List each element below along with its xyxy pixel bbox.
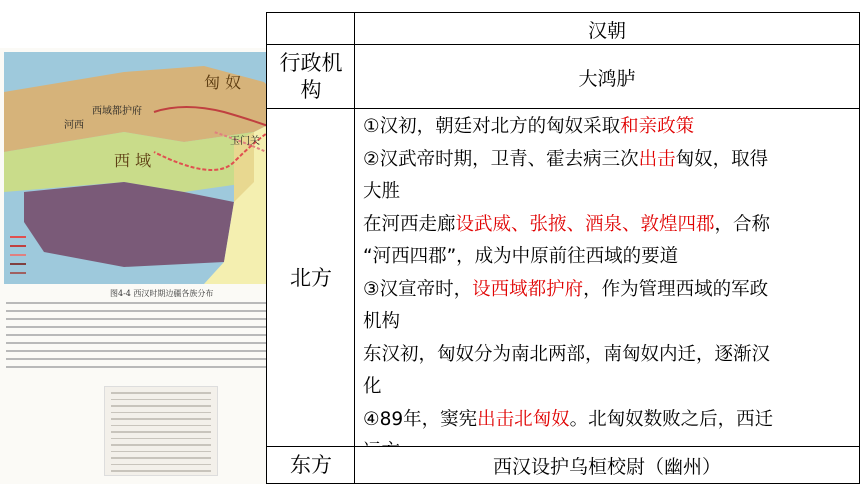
map-label-hexi: 河西 [64,120,84,131]
east-label: 东方 [266,446,356,484]
north-line [363,111,851,144]
admin-label: 行政机构 [266,44,356,110]
text-segment: 化 [363,376,382,397]
text-segment: 在河西走廊 [363,213,456,235]
table-header: 汉朝 [354,12,860,46]
text-segment: ①汉初，朝廷对北方的匈奴采取 [363,116,621,137]
highlight-text: 出击 [638,148,676,170]
north-line [363,209,851,242]
north-line [363,339,851,372]
highlight-text: 出击北匈奴 [477,408,570,430]
text-segment: “河西四郡”，成为中原前往西域的要道 [363,246,679,267]
textbook-thumbnail [104,386,218,476]
north-line [363,404,851,437]
han-dynasty-table [266,12,860,484]
highlight-text: 和亲政策 [620,116,695,137]
north-line [363,274,851,307]
north-line [363,144,851,177]
east-value: 西汉设护乌桓校尉（幽州） [354,446,860,484]
text-segment: 东汉初，匈奴分为南北两部，南匈奴内迁，逐渐汉 [363,343,771,365]
north-line [363,176,851,209]
north-line [363,306,851,339]
text-segment: 机构 [363,311,401,332]
north-content [354,108,860,448]
text-segment: ③汉宣帝时， [363,278,473,300]
map-label-yumenguan: 玉门关 [230,136,260,147]
north-label: 北方 [266,108,356,448]
map-label-xiongnu: 匈 奴 [204,73,242,92]
text-segment: 大胜 [363,181,401,202]
text-segment: 匈奴，取得 [675,148,769,170]
map-caption: 图4-4 西汉时期边疆各族分布 [110,289,214,298]
map-label-xiyu-duhufu: 西域都护府 [92,106,142,117]
map-legend [10,232,90,277]
text-segment: ，合称 [714,213,771,235]
map-label-xiyu: 西 域 [114,151,152,170]
north-line [363,371,851,404]
highlight-text: 设西域都护府 [472,278,584,300]
text-segment: ④89年，窦宪 [363,408,478,430]
table-corner-cell [266,12,356,46]
north-line [363,241,851,274]
highlight-text: 设武威、张掖、酒泉、敦煌四郡 [455,213,715,235]
text-segment: 。北匈奴数败之后，西迁 [569,408,774,430]
admin-value: 大鸿胪 [354,44,860,110]
text-segment: ，作为管理西域的军政 [583,278,769,300]
text-segment: ②汉武帝时期，卫青、霍去病三次 [363,148,639,170]
